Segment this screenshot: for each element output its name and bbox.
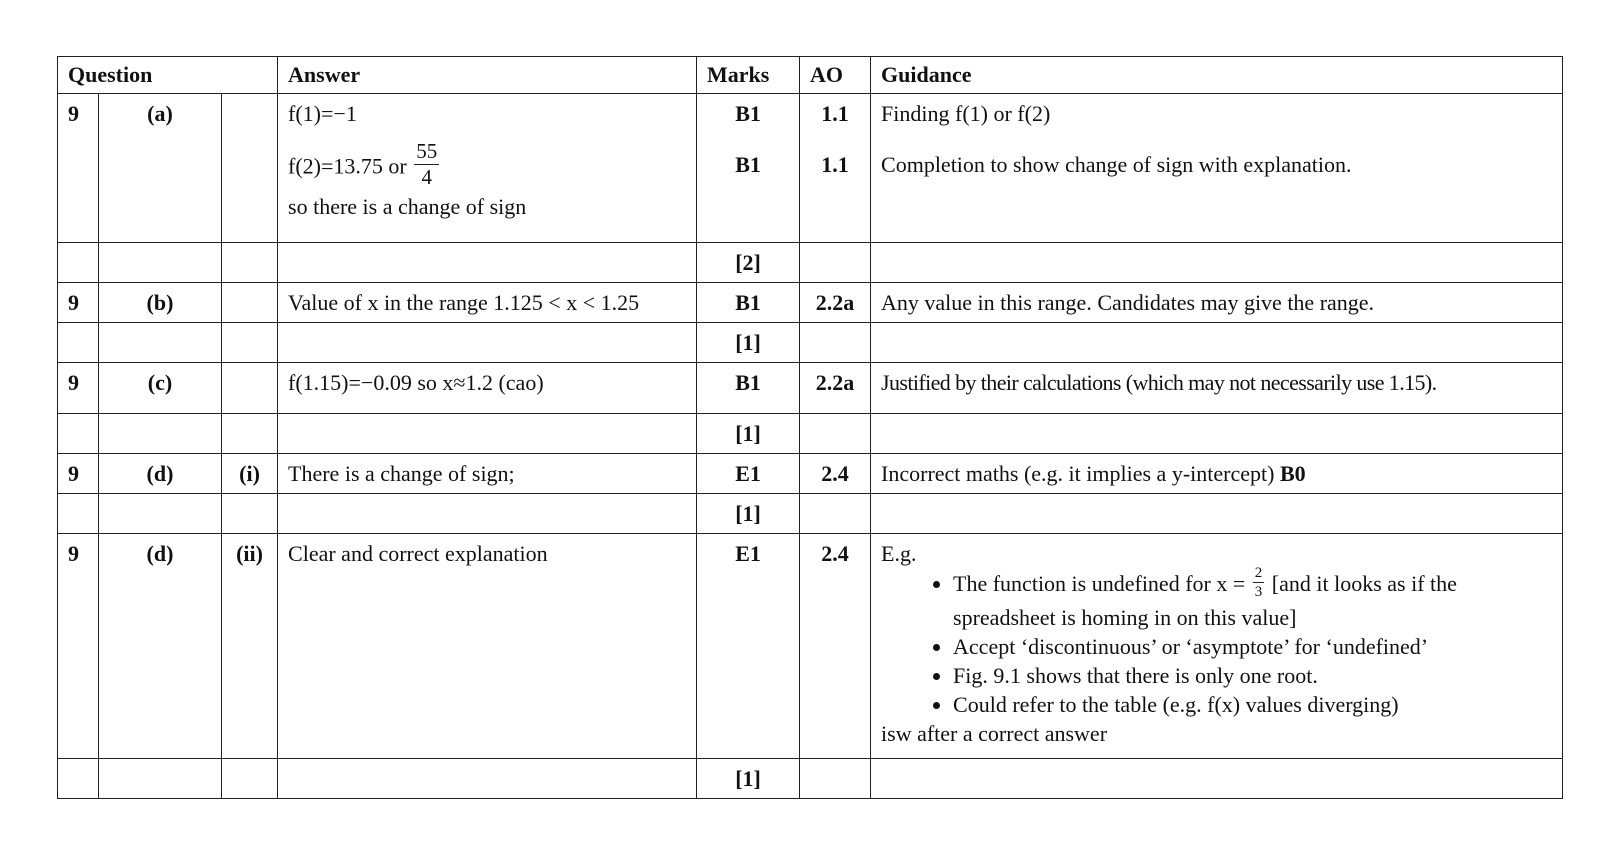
fraction: $\frac{2}{3}$ [1254,565,1263,600]
guidance-cell [871,534,1563,759]
answer-line-2: f(2)=13.75 or $\frac{55}{4}$ [288,139,438,189]
total-row [58,323,1563,363]
table-row-9d-ii [58,534,1563,759]
marks-total: [2] [697,243,800,283]
table-row-9b [58,283,1563,323]
list-item: • Fig. 9.1 shows that there is only one root. [953,661,1552,690]
question-subpart [222,363,278,414]
marks-total: [1] [697,494,800,534]
marks-total: [1] [697,323,800,363]
ao-cell: 1.1 1.1 [800,94,871,243]
answer-cell: There is a change of sign; [278,454,697,494]
ao-cell: 2.4 [800,454,871,494]
answer-line-3: so there is a change of sign [288,194,527,219]
ao-cell: 2.4 [800,534,871,759]
question-number: 9 [58,454,99,494]
question-subpart: (ii) [222,534,278,759]
question-part: (b) [99,283,222,323]
guidance-cell: Any value in this range. Candidates may give the range. [871,283,1563,323]
marks-total: [1] [697,414,800,454]
question-part: (a) [99,94,222,243]
marks-cell: B1 [697,363,800,414]
header-guidance: Guidance [871,57,1563,94]
header-row [58,57,1563,94]
list-item: • Accept ‘discontinuous’ or ‘asymptote’ for ‘undefined’ [953,632,1552,661]
question-number: 9 [58,534,99,759]
question-subpart [222,283,278,323]
guidance-outro: isw after a correct answer [881,721,1108,746]
answer-cell: Clear and correct explanation [278,534,697,759]
answer-cell: Value of x in the range 1.125 < x < 1.25 [278,283,697,323]
question-part: (d) [99,534,222,759]
list-item: • The function is undefined for x = $\frac{2}{3}$ [and it looks as if the spreadsheet is homing in on this value] [953,569,1552,632]
answer-cell [278,94,697,243]
marks-cell: B1 [697,283,800,323]
marks-total: [1] [697,759,800,799]
answer-line-1: f(1)=−1 [288,101,357,126]
answer-cell: f(1.15)=−0.09 so x≈1.2 (cao) [278,363,697,414]
marks-cell: B1 B1 [697,94,800,243]
list-item: • Could refer to the table (e.g. f(x) values diverging) [953,690,1552,719]
fraction: $\frac{55}{4}$ [416,139,438,189]
mark-scheme-table [57,56,1563,799]
total-row [58,414,1563,454]
total-row [58,494,1563,534]
table-row-9d-i [58,454,1563,494]
header-marks: Marks [697,57,800,94]
marks-cell: E1 [697,454,800,494]
header-answer: Answer [278,57,697,94]
marks-cell: E1 [697,534,800,759]
question-number: 9 [58,94,99,243]
guidance-cell: Incorrect maths (e.g. it implies a y-intercept) B0 [871,454,1563,494]
question-subpart [222,94,278,243]
table-row-9c [58,363,1563,414]
question-part: (c) [99,363,222,414]
total-row [58,243,1563,283]
guidance-intro: E.g. [881,541,917,566]
table-row-9a [58,94,1563,243]
total-row [58,759,1563,799]
question-number: 9 [58,283,99,323]
ao-cell: 2.2a [800,363,871,414]
guidance-cell: Justified by their calculations (which may not necessarily use 1.15). [871,363,1563,414]
header-ao: AO [800,57,871,94]
ao-cell: 2.2a [800,283,871,323]
header-question: Question [58,57,278,94]
guidance-cell: Finding f(1) or f(2) Completion to show change of sign with explanation. [871,94,1563,243]
guidance-bullet-list [881,565,1552,719]
question-number: 9 [58,363,99,414]
question-subpart: (i) [222,454,278,494]
question-part: (d) [99,454,222,494]
